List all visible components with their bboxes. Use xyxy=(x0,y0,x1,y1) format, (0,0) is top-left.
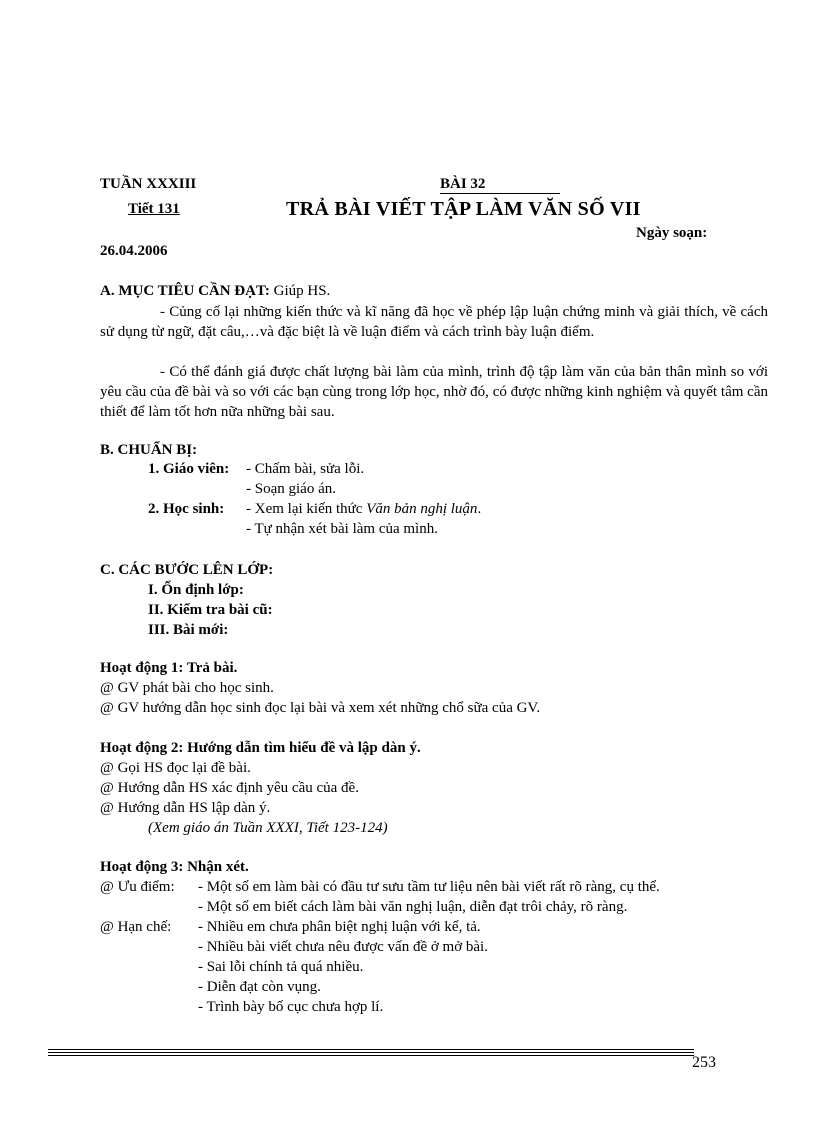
cons-label: @ Hạn chế: xyxy=(100,919,172,935)
activity-3-heading: Hoạt động 3: Nhận xét. xyxy=(100,859,249,875)
cons-item-5: - Trình bày bố cục chưa hợp lí. xyxy=(198,999,384,1015)
activity-2-note: (Xem giáo án Tuần XXXI, Tiết 123-124) xyxy=(148,820,388,836)
activity-2-heading: Hoạt động 2: Hướng dẫn tìm hiểu đề và lập dàn ý. xyxy=(100,740,421,756)
activity-1-line-1: @ GV phát bài cho học sinh. xyxy=(100,680,274,696)
cons-item-1: - Nhiều em chưa phân biệt nghị luận với kể, tả. xyxy=(198,919,481,935)
activity-2-line-1: @ Gọi HS đọc lại đề bài. xyxy=(100,760,251,776)
date-label: Ngày soạn: xyxy=(636,225,708,241)
pros-item-1: - Một số em làm bài có đầu tư sưu tầm tư liệu nên bài viết rất rõ ràng, cụ thể. xyxy=(198,879,660,895)
lesson-number-underline xyxy=(440,193,560,194)
section-a-heading: A. MỤC TIÊU CẦN ĐẠT: xyxy=(100,283,270,299)
page-number: 253 xyxy=(692,1054,716,1071)
section-b-heading: B. CHUẨN BỊ: xyxy=(100,442,198,458)
section-c-heading: C. CÁC BƯỚC LÊN LỚP: xyxy=(100,562,274,578)
footer-rule-2 xyxy=(48,1052,694,1053)
section-a-paragraph-2: - Có thể đánh giá được chất lượng bài làm của mình, trình độ tập làm văn của bản thân mình so với yêu cầu của đề bài và so với các bạn cùng trong lớp học, nhờ đó, có được những kinh nghiệm và quyết tâm cần thiết để làm tốt hơn nữa những bài sau. xyxy=(100,364,768,420)
pros-label: @ Ưu điểm: xyxy=(100,879,175,895)
lesson-period: Tiết 131 xyxy=(128,201,180,217)
student-item-1-prefix: - Xem lại kiến thức xyxy=(246,501,363,517)
student-item-1-suffix: . xyxy=(477,501,482,517)
step-2: II. Kiểm tra bài cũ: xyxy=(148,602,273,618)
student-label: 2. Học sinh: xyxy=(148,501,225,517)
activity-1-heading: Hoạt động 1: Trả bài. xyxy=(100,660,238,676)
lesson-number: BÀI 32 xyxy=(440,176,486,192)
section-a-heading-row xyxy=(100,283,330,300)
cons-item-3: - Sai lỗi chính tả quá nhiều. xyxy=(198,959,364,975)
section-a-paragraph-1: - Củng cố lại những kiến thức và kĩ năng đã học về phép lập luận chứng minh và giải thích, về cách sử dụng từ ngữ, đặt câu,…và đặc biệt là về luận điểm và cách trình bày luận điểm. xyxy=(100,304,768,340)
date-value: 26.04.2006 xyxy=(100,243,168,259)
activity-1-line-2: @ GV hướng dẫn học sinh đọc lại bài và xem xét những chổ sữa của GV. xyxy=(100,700,541,716)
teacher-item-1: - Chấm bài, sửa lỗi. xyxy=(246,461,365,477)
cons-item-4: - Diễn đạt còn vụng. xyxy=(198,979,321,995)
student-item-2: - Tự nhận xét bài làm của mình. xyxy=(246,521,438,537)
teacher-item-2: - Soạn giáo án. xyxy=(246,481,336,497)
pros-item-2: - Một số em biết cách làm bài văn nghị luận, diễn đạt trôi chảy, rõ ràng. xyxy=(198,899,628,915)
student-item-1 xyxy=(246,501,481,518)
step-3: III. Bài mới: xyxy=(148,622,229,638)
footer-rule-3 xyxy=(48,1055,694,1056)
student-item-1-italic: Văn bản nghị luận xyxy=(366,501,478,517)
page-title: TRẢ BÀI VIẾT TẬP LÀM VĂN SỐ VII xyxy=(286,198,641,220)
activity-2-line-3: @ Hướng dẫn HS lập dàn ý. xyxy=(100,800,271,816)
footer-rule-1 xyxy=(48,1049,694,1050)
step-1: I. Ổn định lớp: xyxy=(148,582,244,598)
activity-2-line-2: @ Hướng dẫn HS xác định yêu cầu của đề. xyxy=(100,780,359,796)
cons-item-2: - Nhiều bài viết chưa nêu được vấn đề ở mở bài. xyxy=(198,939,488,955)
section-a-heading-tail: Giúp HS. xyxy=(273,283,331,299)
week-label: TUẦN XXXIII xyxy=(100,176,197,192)
teacher-label: 1. Giáo viên: xyxy=(148,461,230,477)
